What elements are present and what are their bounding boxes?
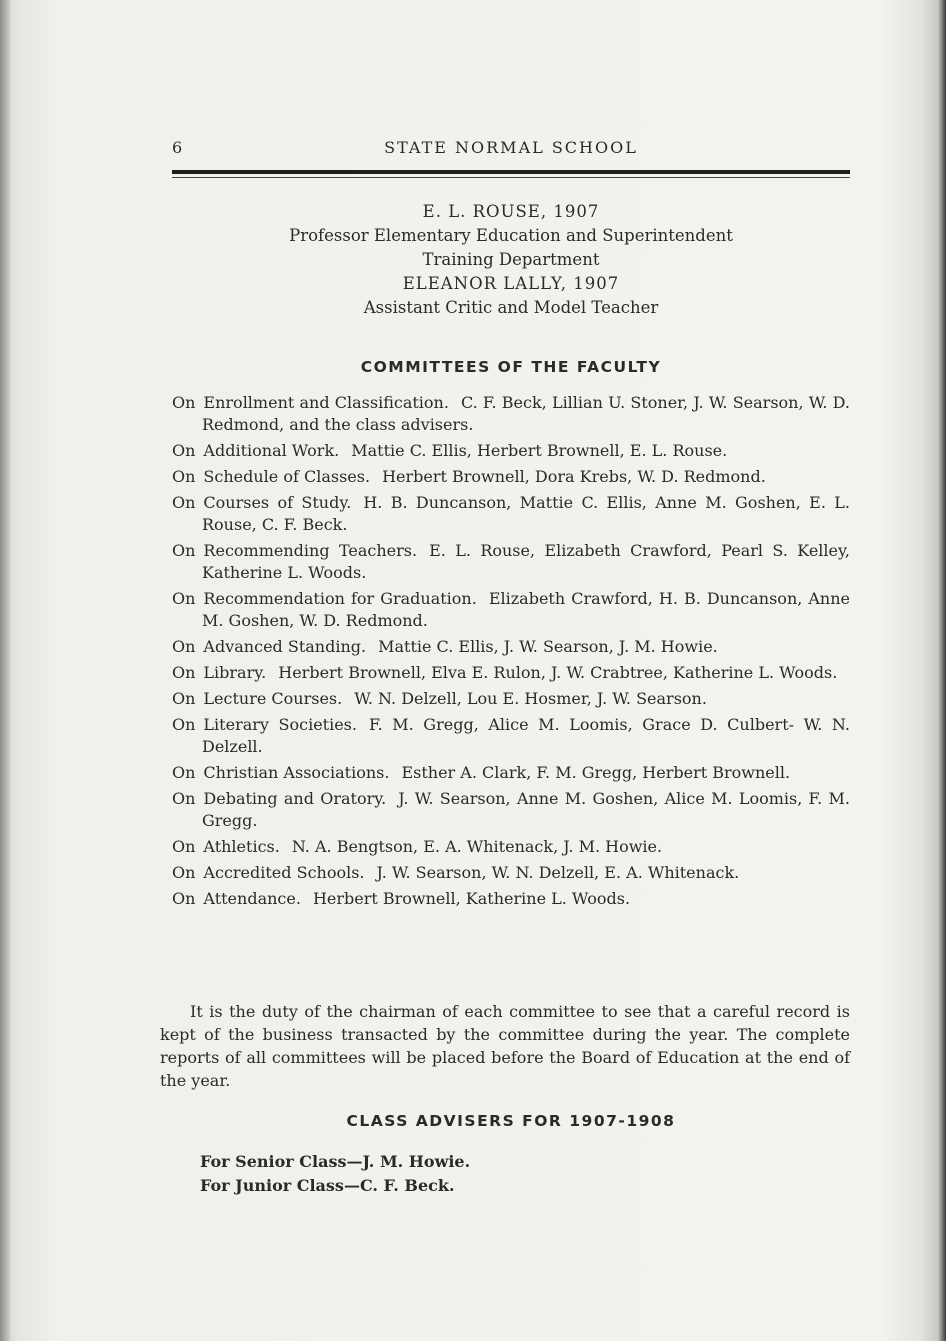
staff-title-line: Professor Elementary Education and Superintendent bbox=[289, 226, 733, 245]
committee-name: Debating and Oratory. bbox=[203, 789, 387, 808]
header-rule-thin bbox=[172, 177, 850, 178]
committee-prefix: On bbox=[172, 441, 196, 460]
committee-prefix: On bbox=[172, 715, 196, 734]
committee-name: Christian Associations. bbox=[203, 763, 390, 782]
committee-members: Elizabeth Crawford, H. B. Duncanson, Anne M. Goshen, W. D. Redmond. bbox=[202, 589, 850, 630]
committee-entry bbox=[172, 540, 850, 584]
committee-entry bbox=[172, 440, 850, 462]
page-binding-shadow-left bbox=[0, 0, 10, 1341]
committee-entry bbox=[172, 862, 850, 884]
running-header bbox=[172, 138, 850, 168]
committees-heading: COMMITTEES OF THE FACULTY bbox=[360, 358, 662, 376]
committee-entry bbox=[172, 714, 850, 758]
committee-prefix: On bbox=[172, 493, 196, 512]
committee-members: E. L. Rouse, Elizabeth Crawford, Pearl S. Kelley, Katherine L. Woods. bbox=[202, 541, 850, 582]
staff-listing bbox=[172, 200, 850, 320]
committee-name: Schedule of Classes. bbox=[203, 467, 371, 486]
committee-name: Courses of Study. bbox=[203, 493, 352, 512]
staff-title-line: Training Department bbox=[422, 250, 600, 269]
committee-members: Esther A. Clark, F. M. Gregg, Herbert Brownell. bbox=[401, 763, 791, 782]
committee-name: Attendance. bbox=[203, 889, 301, 908]
committee-prefix: On bbox=[172, 541, 196, 560]
committee-name: Recommendation for Graduation. bbox=[203, 589, 477, 608]
committee-name: Additional Work. bbox=[203, 441, 340, 460]
committee-entry bbox=[172, 588, 850, 632]
committee-name: Accredited Schools. bbox=[203, 863, 365, 882]
advisers-list bbox=[200, 1150, 470, 1198]
committee-name: Enrollment and Classification. bbox=[203, 393, 449, 412]
committee-prefix: On bbox=[172, 763, 196, 782]
committee-prefix: On bbox=[172, 663, 196, 682]
committee-members: Mattie C. Ellis, Herbert Brownell, E. L. Rouse. bbox=[351, 441, 728, 460]
committee-members: J. W. Searson, Anne M. Goshen, Alice M. Loomis, F. M. Gregg. bbox=[202, 789, 850, 830]
committee-prefix: On bbox=[172, 863, 196, 882]
committee-name: Recommending Teachers. bbox=[203, 541, 418, 560]
committee-name: Library. bbox=[203, 663, 267, 682]
committee-entry bbox=[172, 688, 850, 710]
committee-prefix: On bbox=[172, 467, 196, 486]
committee-members: Herbert Brownell, Elva E. Rulon, J. W. Crabtree, Katherine L. Woods. bbox=[278, 663, 838, 682]
committee-entry bbox=[172, 492, 850, 536]
advisers-heading: CLASS ADVISERS FOR 1907-1908 bbox=[346, 1112, 676, 1130]
committee-members: Mattie C. Ellis, J. W. Searson, J. M. Howie. bbox=[378, 637, 718, 656]
committee-duty-note: It is the duty of the chairman of each committee to see that a careful record is kept of the business transacted by the committee during the year. The complete reports of all committees will be placed before the Board of Education at the end of the year. bbox=[160, 1002, 850, 1090]
staff-title-line: Assistant Critic and Model Teacher bbox=[363, 298, 659, 317]
committee-members: N. A. Bengtson, E. A. Whitenack, J. M. Howie. bbox=[291, 837, 663, 856]
committee-members: W. N. Delzell, Lou E. Hosmer, J. W. Searson. bbox=[354, 689, 707, 708]
page-number: 6 bbox=[172, 138, 183, 157]
committee-prefix: On bbox=[172, 837, 196, 856]
staff-name: ELEANOR LALLY, 1907 bbox=[402, 274, 620, 293]
committee-name: Advanced Standing. bbox=[203, 637, 367, 656]
committees-list bbox=[172, 392, 850, 914]
page-binding-shadow-right bbox=[938, 0, 946, 1341]
committee-entry bbox=[172, 392, 850, 436]
committee-prefix: On bbox=[172, 393, 196, 412]
committee-entry bbox=[172, 662, 850, 684]
committee-members: Herbert Brownell, Katherine L. Woods. bbox=[312, 889, 631, 908]
committee-members: F. M. Gregg, Alice M. Loomis, Grace D. Culbert- W. N. Delzell. bbox=[202, 715, 850, 756]
adviser-junior: For Junior Class—C. F. Beck. bbox=[200, 1176, 455, 1195]
committee-members: J. W. Searson, W. N. Delzell, E. A. Whitenack. bbox=[376, 863, 740, 882]
committee-prefix: On bbox=[172, 789, 196, 808]
committee-members: Herbert Brownell, Dora Krebs, W. D. Redmond. bbox=[382, 467, 766, 486]
committee-entry bbox=[172, 788, 850, 832]
committee-name: Athletics. bbox=[203, 837, 280, 856]
committee-name: Lecture Courses. bbox=[203, 689, 343, 708]
committee-entry bbox=[172, 888, 850, 910]
staff-name: E. L. ROUSE, 1907 bbox=[422, 202, 600, 221]
committee-entry bbox=[172, 466, 850, 488]
adviser-senior: For Senior Class—J. M. Howie. bbox=[200, 1152, 471, 1171]
committee-prefix: On bbox=[172, 689, 196, 708]
committee-prefix: On bbox=[172, 889, 196, 908]
running-title: STATE NORMAL SCHOOL bbox=[384, 138, 638, 157]
committee-prefix: On bbox=[172, 589, 196, 608]
committee-entry bbox=[172, 636, 850, 658]
committee-prefix: On bbox=[172, 637, 196, 656]
committee-members: H. B. Duncanson, Mattie C. Ellis, Anne M. Goshen, E. L. Rouse, C. F. Beck. bbox=[202, 493, 850, 534]
committee-entry bbox=[172, 836, 850, 858]
committee-name: Literary Societies. bbox=[203, 715, 357, 734]
header-rule-thick bbox=[172, 170, 850, 174]
committee-entry bbox=[172, 762, 850, 784]
committee-members: C. F. Beck, Lillian U. Stoner, J. W. Searson, W. D. Redmond, and the class advisers. bbox=[202, 393, 851, 434]
